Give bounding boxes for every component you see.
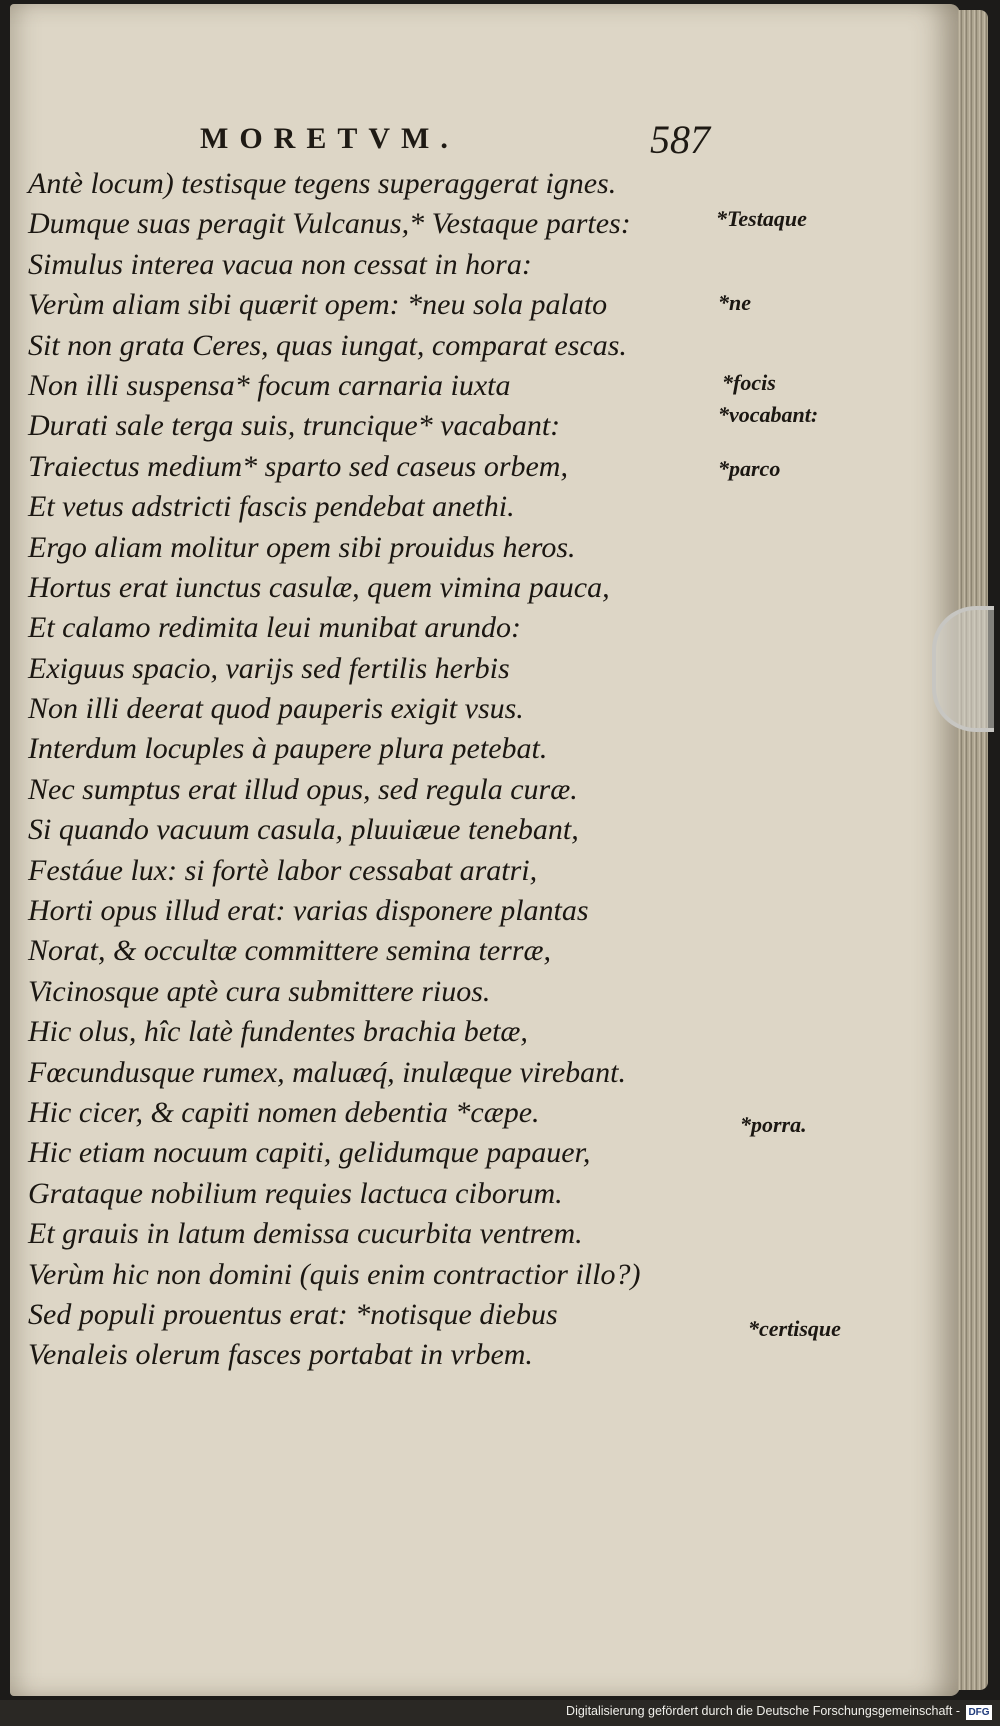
margin-gloss: *focis xyxy=(722,370,776,395)
verse-line: Antè locum) testisque tegens superaggerat ignes. xyxy=(28,167,617,200)
verse-line: Ergo aliam molitur opem sibi prouidus heros. xyxy=(28,530,576,564)
page-clip xyxy=(932,606,994,732)
verse-line: Vicinosque aptè cura submittere riuos. xyxy=(28,974,491,1008)
running-head: MORETVM. xyxy=(200,122,459,155)
verse-line: Fœcundusque rumex, maluæq́, inulæque virebant. xyxy=(28,1055,626,1089)
funding-notice: Digitalisierung gefördert durch die Deutsche Forschungsgemeinschaft - xyxy=(566,1704,960,1718)
verse-line: Hic cicer, & capiti nomen debentia *cæpe. xyxy=(28,1095,540,1129)
verse-line: Non illi suspensa* focum carnaria iuxta xyxy=(28,368,511,402)
verse-line: Durati sale terga suis, truncique* vacabant: xyxy=(28,409,561,443)
verse-line: Sit non grata Ceres, quas iungat, comparat escas. xyxy=(28,328,627,362)
verse-line: Et vetus adstricti fascis pendebat anethi. xyxy=(28,490,515,524)
verse-block xyxy=(28,164,748,1376)
margin-gloss: *vocabant: xyxy=(718,402,819,427)
verse-line: Hic etiam nocuum capiti, gelidumque papauer, xyxy=(28,1136,591,1170)
verse-line: Interdum locuples à paupere plura petebat. xyxy=(28,732,548,766)
verse-line: Hic olus, hîc latè fundentes brachia betæ, xyxy=(28,1015,528,1049)
verse-line: Norat, & occultæ committere semina terræ, xyxy=(28,934,552,968)
verse-line: Si quando vacuum casula, pluuiæue tenebant, xyxy=(28,813,579,847)
verse-line: Dumque suas peragit Vulcanus,* Vestaque partes: xyxy=(28,207,631,241)
margin-gloss: *certisque xyxy=(748,1316,841,1341)
dfg-logo-icon: DFG xyxy=(966,1705,992,1720)
margin-gloss: *ne xyxy=(718,290,751,315)
verse-line: Horti opus illud erat: varias disponere plantas xyxy=(28,894,589,928)
page-number: 587 xyxy=(650,117,710,162)
margin-gloss: *parco xyxy=(718,456,781,481)
verse-line: Verùm hic non domini (quis enim contractior illo?) xyxy=(28,1257,641,1291)
verse-line: Sed populi prouentus erat: *notisque diebus xyxy=(28,1297,558,1331)
verse-line: Traiectus medium* sparto sed caseus orbem, xyxy=(28,449,568,483)
book-page xyxy=(10,4,960,1696)
verse-line: Et calamo redimita leui munibat arundo: xyxy=(28,611,522,645)
verse-line: Et grauis in latum demissa cucurbita ventrem. xyxy=(28,1217,583,1251)
page-edges xyxy=(958,10,988,1690)
margin-gloss: *Testaque xyxy=(716,206,807,231)
verse-line: Festáue lux: si fortè labor cessabat aratri, xyxy=(28,853,538,887)
verse-line: Simulus interea vacua non cessat in hora: xyxy=(28,247,532,281)
margin-gloss: *porra. xyxy=(740,1112,807,1137)
verse-line: Venaleis olerum fasces portabat in vrbem. xyxy=(28,1338,533,1372)
verse-line: Non illi deerat quod pauperis exigit vsus. xyxy=(28,692,524,726)
verse-line: Nec sumptus erat illud opus, sed regula curæ. xyxy=(28,772,578,806)
footer-bar xyxy=(0,1700,1000,1726)
verse-line: Exiguus spacio, varijs sed fertilis herbis xyxy=(28,651,510,685)
verse-line: Verùm aliam sibi quærit opem: *neu sola palato xyxy=(28,288,608,322)
verse-line: Hortus erat iunctus casulæ, quem vimina pauca, xyxy=(28,570,610,604)
verse-line: Grataque nobilium requies lactuca ciborum. xyxy=(28,1176,563,1210)
